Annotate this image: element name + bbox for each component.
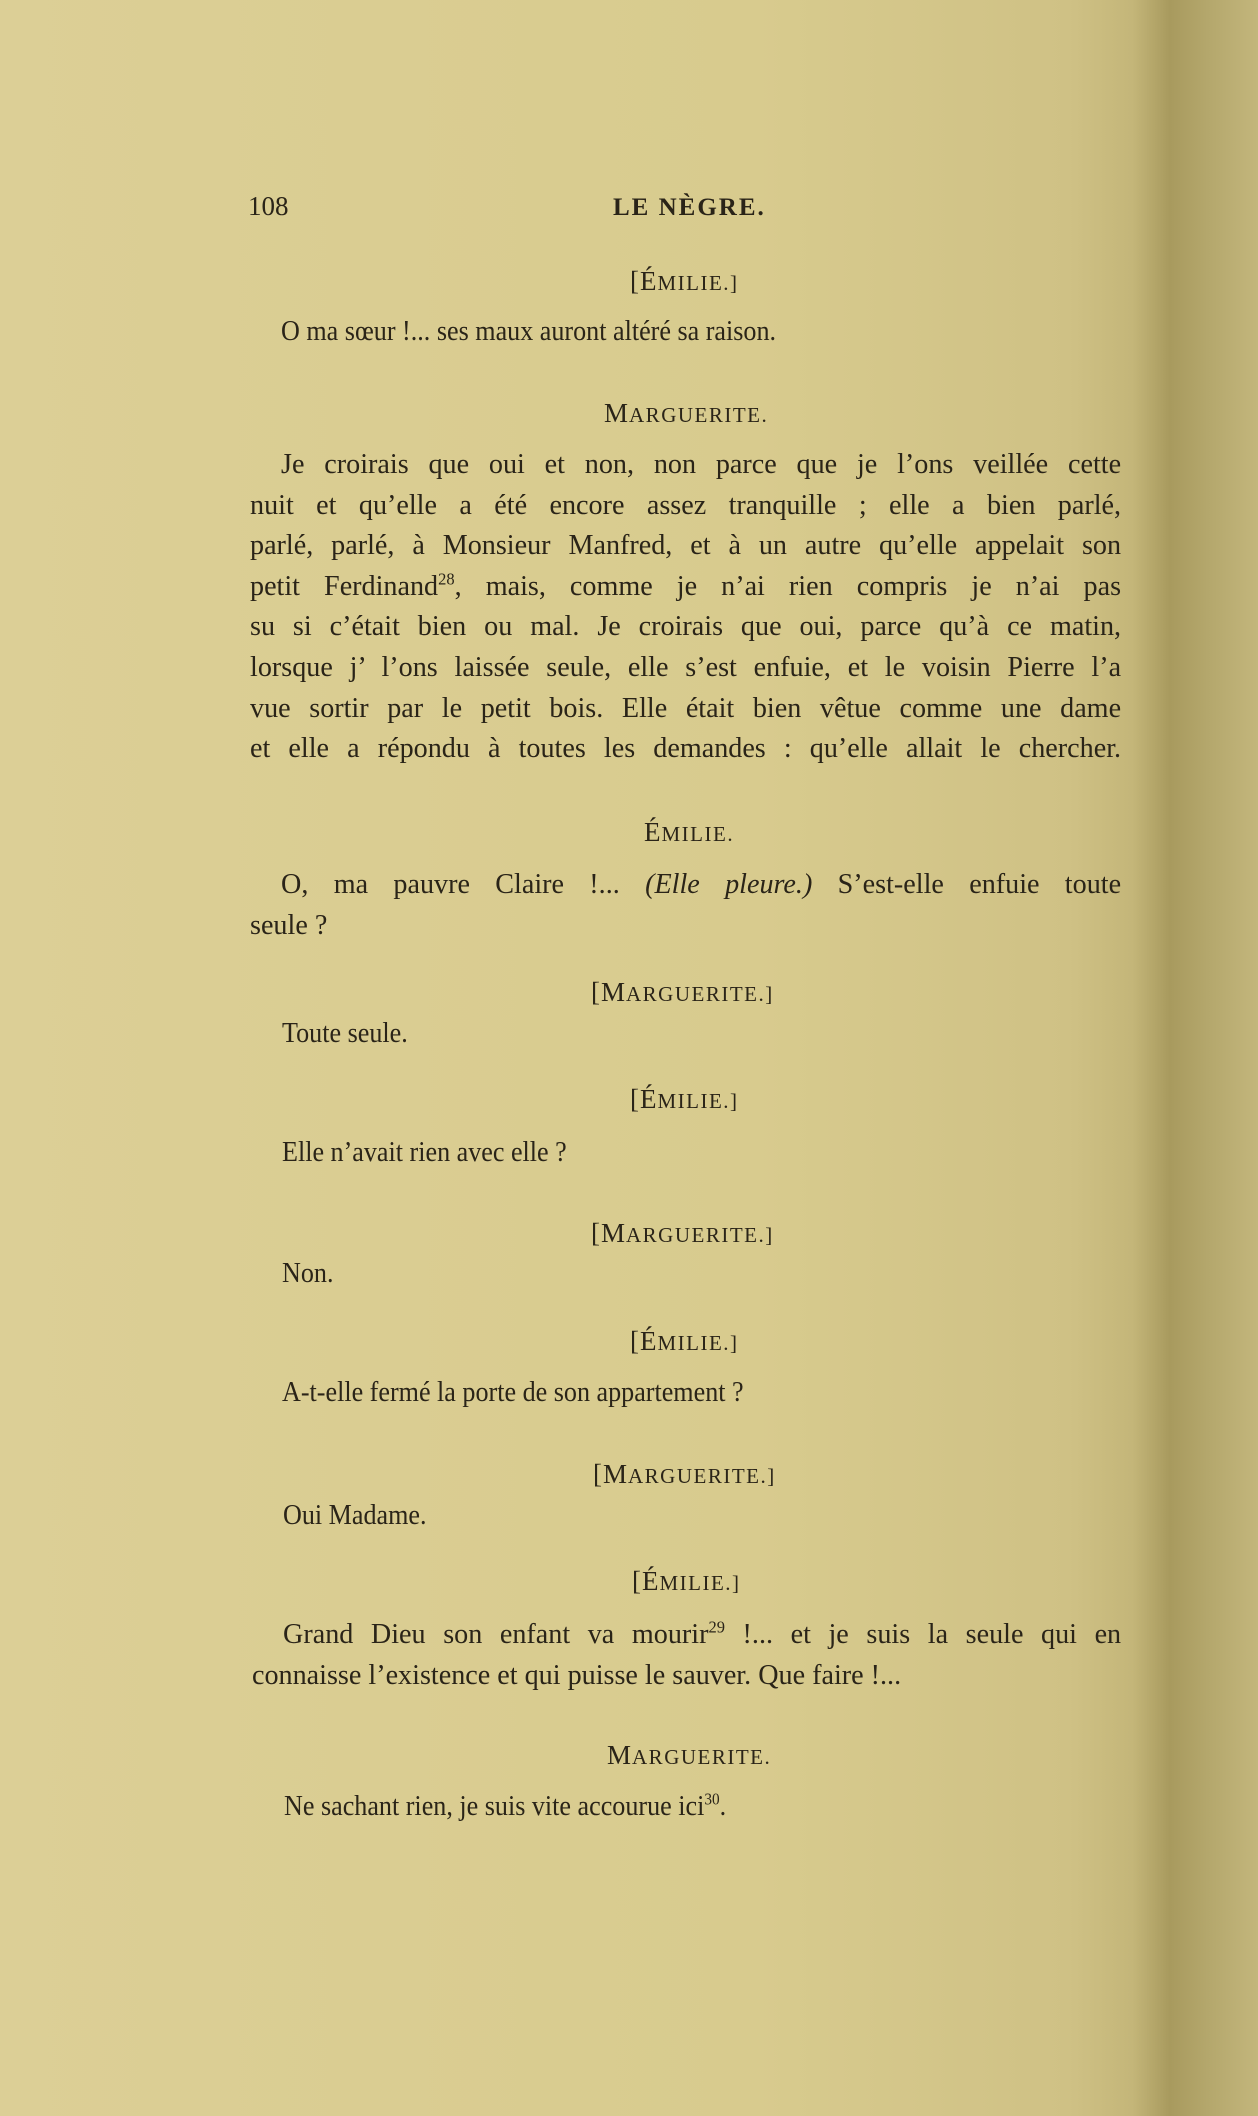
paragraph-line	[250, 566, 1121, 607]
small-caps-text: MILIE.]	[657, 1089, 739, 1113]
footnote-ref[interactable]: 30	[704, 1789, 720, 1809]
paragraph-line	[250, 864, 1121, 905]
speaker-name: [ÉMILIE.]	[630, 1326, 739, 1356]
paragraph-line: lorsque j’ l’ons laissée seule, elle s’est enfuie, et le voisin Pierre l’a	[250, 650, 1122, 683]
dialogue-line: Oui Madame.	[283, 1499, 427, 1531]
speaker-name: [MARGUERITE.]	[593, 1459, 776, 1489]
paragraph-line: vue sortir par le petit bois. Elle était bien vêtue comme une dame	[250, 691, 1122, 724]
dialogue-paragraph	[250, 444, 1121, 769]
dialogue-line: O ma sœur !... ses maux auront altéré sa raison.	[281, 315, 777, 347]
paragraph-line: seule ?	[250, 908, 328, 941]
page-number: 108	[248, 191, 289, 221]
small-caps-text: MILIE.]	[657, 1331, 739, 1355]
line-text: Ne sachant rien, je suis vite accourue ici	[284, 1790, 705, 1822]
dialogue-line: A-t-elle fermé la porte de son appartement ?	[282, 1376, 744, 1408]
small-caps-text: ARGUERITE.]	[626, 1223, 774, 1247]
dialogue-line: Elle n’avait rien avec elle ?	[282, 1136, 567, 1168]
speaker-name: MARGUERITE.	[604, 398, 769, 428]
speaker-name: [ÉMILIE.]	[632, 1566, 741, 1596]
speaker-name: MARGUERITE.	[607, 1740, 772, 1770]
paragraph-line: et elle a répondu à toutes les demandes : qu’elle allait le chercher.	[250, 732, 1122, 765]
speaker-name: ÉMILIE.	[644, 817, 735, 847]
line-text: !... et je suis la seule qui en	[742, 1618, 1122, 1650]
line-text: , mais, comme je n’ai rien compris je n’ai pas	[454, 569, 1122, 602]
running-title: LE NÈGRE.	[613, 194, 766, 221]
speaker-name: [MARGUERITE.]	[591, 1218, 774, 1248]
paragraph-line: su si c’était bien ou mal. Je croirais que oui, parce qu’à ce matin,	[250, 610, 1122, 643]
dialogue-paragraph	[252, 1614, 1121, 1695]
dialogue-line	[284, 1786, 726, 1826]
small-caps-text: ARGUERITE.	[629, 403, 769, 427]
line-text: S’est-elle enfuie toute	[837, 868, 1122, 900]
paragraph-line: Je croirais que oui et non, non parce que je l’ons veillée cette	[281, 448, 1122, 480]
line-text: petit Ferdinand	[250, 569, 439, 602]
paragraph-line	[252, 1614, 1121, 1655]
small-caps-text: ARGUERITE.	[632, 1745, 772, 1769]
dialogue-paragraph	[250, 864, 1121, 945]
small-caps-text: MILIE.]	[657, 271, 739, 295]
line-text: O, ma pauvre Claire !...	[281, 868, 620, 900]
footnote-ref[interactable]: 28	[438, 569, 455, 589]
speaker-name: [MARGUERITE.]	[591, 977, 774, 1007]
small-caps-text: MILIE.]	[659, 1571, 741, 1595]
paragraph-line: connaisse l’existence et qui puisse le sauver. Que faire !...	[252, 1658, 902, 1691]
line-text: Grand Dieu son enfant va mourir	[283, 1618, 709, 1650]
speaker-name: [ÉMILIE.]	[630, 1084, 739, 1114]
footnote-ref[interactable]: 29	[708, 1617, 725, 1637]
small-caps-text: ARGUERITE.]	[628, 1464, 776, 1488]
line-text: .	[719, 1790, 727, 1822]
dialogue-line: Toute seule.	[282, 1017, 408, 1049]
small-caps-text: MILIE.	[661, 822, 735, 846]
small-caps-text: ARGUERITE.]	[626, 982, 774, 1006]
dialogue-line: Non.	[282, 1257, 334, 1289]
paragraph-line: nuit et qu’elle a été encore assez tranquille ; elle a bien parlé,	[250, 488, 1122, 521]
stage-direction: (Elle pleure.)	[645, 868, 813, 900]
speaker-name: [ÉMILIE.]	[630, 266, 739, 296]
paragraph-line: parlé, parlé, à Monsieur Manfred, et à un autre qu’elle appelait son	[250, 529, 1122, 562]
